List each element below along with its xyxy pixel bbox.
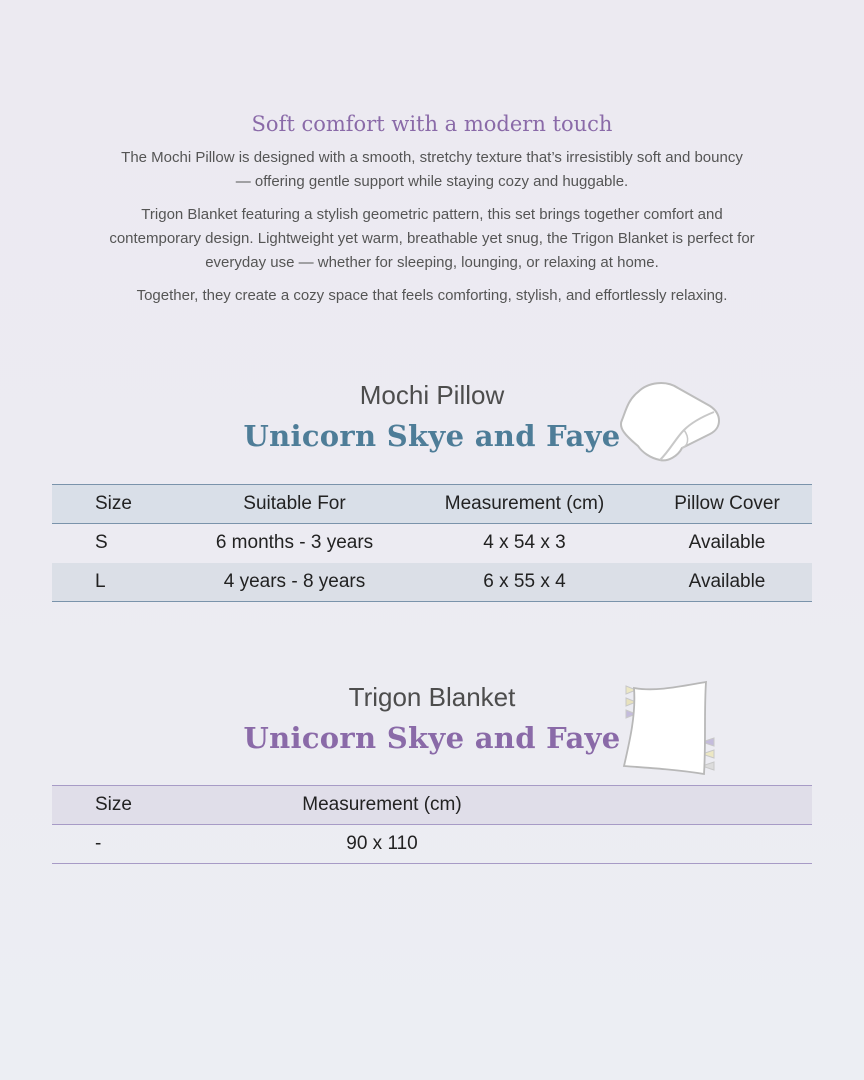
cell-suitable-for: 6 months - 3 years — [215, 532, 374, 554]
intro-section — [0, 112, 864, 317]
pillow-size-table — [52, 484, 812, 602]
cell-pillow-cover: Available — [642, 563, 812, 602]
pillow-illustration — [618, 380, 722, 464]
blanket-name: Trigon Blanket — [348, 682, 516, 712]
blanket-heading — [0, 682, 864, 755]
intro-paragraph-pillow: The Mochi Pillow is designed with a smooth, stretchy texture that’s irresistibly soft and bouncy — offering gentle support while staying cozy and huggable. — [121, 149, 743, 190]
blanket-edition: Unicorn Skye and Faye — [243, 721, 621, 755]
cell-measurement: 90 x 110 — [182, 825, 582, 864]
table-header-row — [52, 485, 812, 524]
cell-spacer — [582, 825, 812, 864]
table-row — [52, 825, 812, 864]
pillow-heading — [0, 380, 864, 453]
header-measurement: Measurement (cm) — [407, 485, 642, 524]
intro-paragraph-blanket: Trigon Blanket featuring a stylish geometric pattern, this set brings together comfort and contemporary design. Lightweight yet warm, breathable yet snug, the Trigon Blanket is perfect for everyday use — whether for sleeping, lounging, or relaxing at home. — [109, 206, 755, 271]
header-size: Size — [52, 786, 182, 825]
blanket-illustration — [620, 678, 720, 778]
cell-size: S — [95, 532, 108, 554]
header-size: Size — [52, 485, 182, 524]
header-suitable-for: Suitable For — [182, 485, 407, 524]
intro-paragraph-together: Together, they create a cozy space that feels comforting, stylish, and effortlessly relaxing. — [136, 287, 728, 304]
pillow-edition: Unicorn Skye and Faye — [243, 419, 621, 453]
table-row — [52, 563, 812, 602]
cell-pillow-cover: Available — [688, 532, 766, 554]
header-pillow-cover: Pillow Cover — [642, 485, 812, 524]
cell-size: - — [52, 825, 182, 864]
cell-suitable-for: 4 years - 8 years — [182, 563, 407, 602]
table-row — [52, 524, 812, 563]
cell-measurement: 4 x 54 x 3 — [483, 532, 566, 554]
intro-title: Soft comfort with a modern touch — [251, 112, 613, 136]
blanket-size-table — [52, 785, 812, 864]
cell-measurement: 6 x 55 x 4 — [407, 563, 642, 602]
pillow-name: Mochi Pillow — [359, 380, 505, 410]
table-header-row — [52, 786, 812, 825]
cell-size: L — [52, 563, 182, 602]
header-spacer — [582, 786, 812, 825]
header-measurement: Measurement (cm) — [182, 786, 582, 825]
